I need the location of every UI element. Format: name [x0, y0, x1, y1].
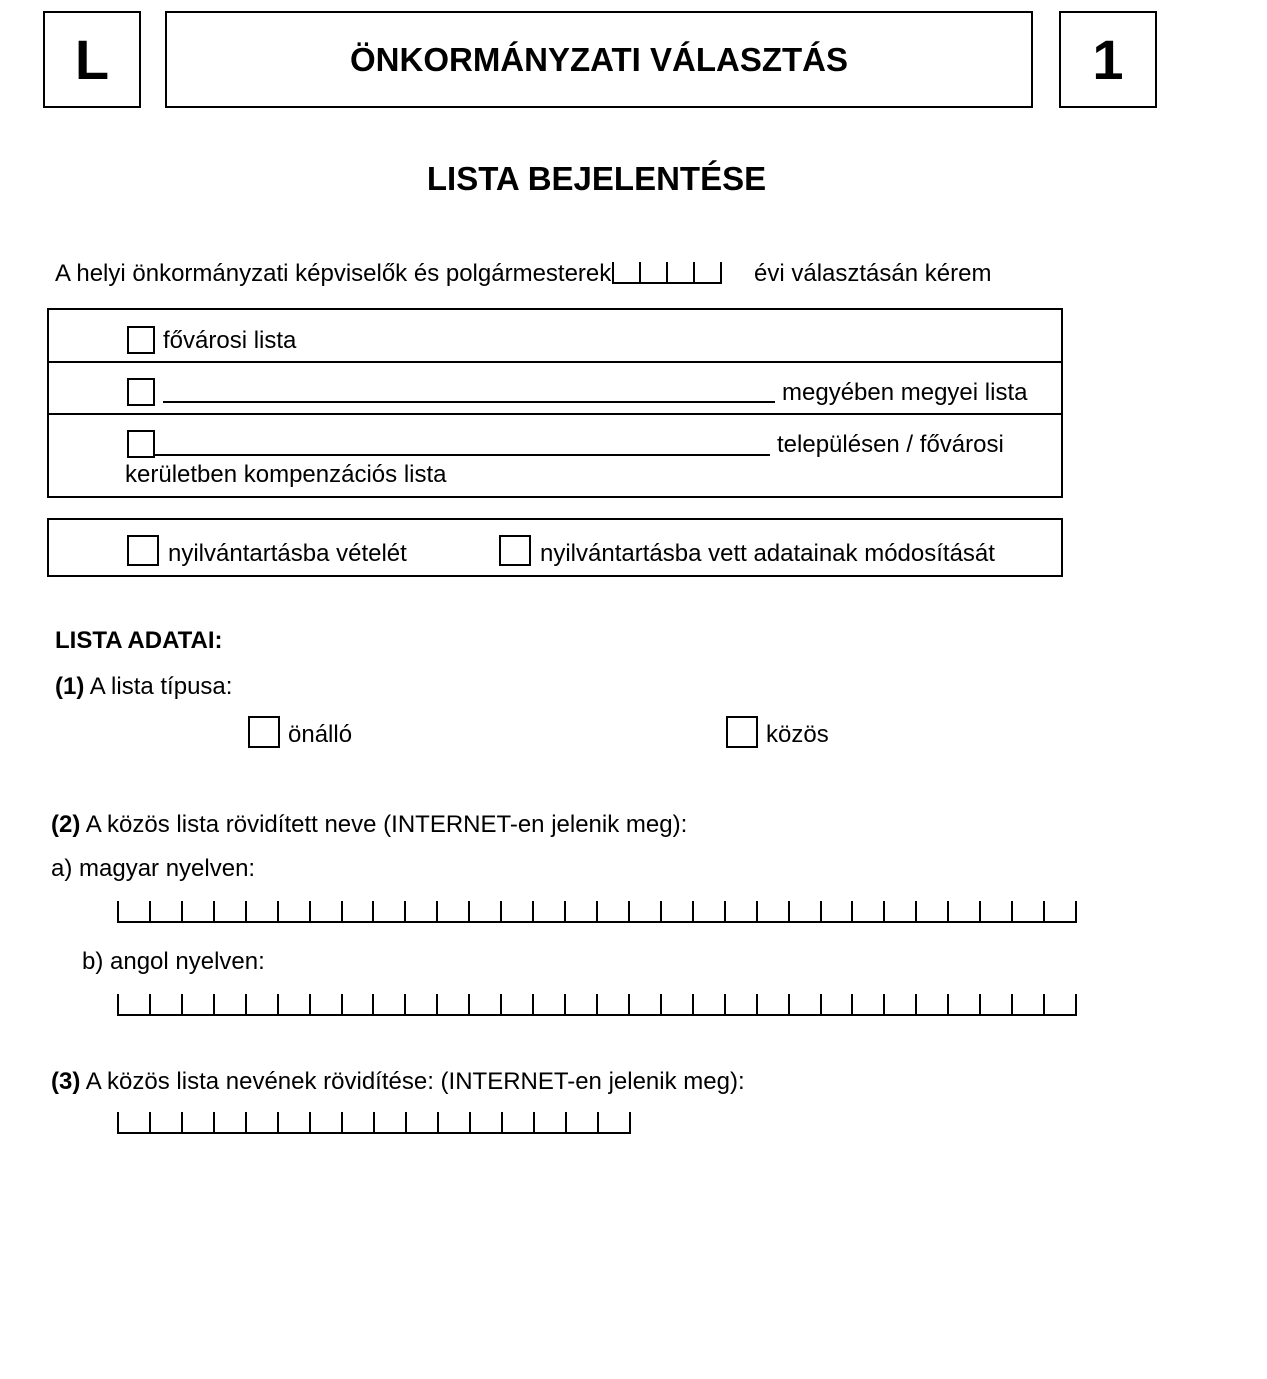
hungarian-name-input[interactable]: [117, 901, 1077, 923]
cell-tick: [883, 901, 885, 921]
cell-tick: [341, 901, 343, 921]
cell-tick: [660, 994, 662, 1014]
cell-tick: [666, 262, 668, 282]
cell-tick: [405, 1112, 407, 1132]
question-2: [51, 811, 687, 839]
cell-tick: [309, 901, 311, 921]
cell-tick: [596, 994, 598, 1014]
cell-tick: [915, 994, 917, 1014]
cell-tick: [788, 901, 790, 921]
cell-tick: [341, 994, 343, 1014]
compensation-label-line1: településen / fővárosi: [777, 431, 1004, 458]
cell-tick: [213, 1112, 215, 1132]
cell-tick: [629, 1112, 631, 1132]
cell-tick: [532, 901, 534, 921]
cell-tick: [309, 1112, 311, 1132]
cell-tick: [693, 262, 695, 282]
cell-tick: [117, 901, 119, 921]
cell-tick: [612, 262, 614, 282]
cell-tick: [181, 1112, 183, 1132]
cell-tick: [628, 994, 630, 1014]
cell-tick: [979, 901, 981, 921]
question-number: (1): [55, 673, 85, 700]
cell-tick: [404, 901, 406, 921]
cell-tick: [501, 1112, 503, 1132]
modification-label: nyilvántartásba vett adatainak módosítását: [540, 540, 995, 567]
cell-tick: [1011, 901, 1013, 921]
cell-tick: [181, 901, 183, 921]
cell-tick: [469, 1112, 471, 1132]
cell-tick: [639, 262, 641, 282]
cell-tick: [468, 994, 470, 1014]
cell-tick: [597, 1112, 599, 1132]
cell-tick: [724, 994, 726, 1014]
english-label: b) angol nyelven:: [82, 948, 265, 975]
abbreviation-input[interactable]: [117, 1112, 631, 1134]
list-data-heading: LISTA ADATAI:: [55, 627, 223, 654]
cell-tick: [372, 901, 374, 921]
cell-tick: [788, 994, 790, 1014]
cell-tick: [245, 901, 247, 921]
cell-tick: [213, 901, 215, 921]
form-code: L: [74, 28, 110, 91]
cell-tick: [851, 901, 853, 921]
capital-list-label: fővárosi lista: [163, 327, 297, 354]
question-number: (2): [51, 811, 81, 838]
cell-tick: [564, 901, 566, 921]
question-3: [51, 1068, 745, 1096]
cell-tick: [436, 901, 438, 921]
joint-list-checkbox[interactable]: [726, 716, 758, 748]
cell-tick: [149, 901, 151, 921]
cell-tick: [565, 1112, 567, 1132]
cell-tick: [532, 994, 534, 1014]
cell-tick: [720, 262, 722, 282]
year-input[interactable]: [612, 262, 722, 284]
page-number: 1: [1092, 28, 1124, 91]
cell-tick: [372, 994, 374, 1014]
compensation-list-checkbox[interactable]: [127, 430, 155, 458]
registration-checkbox[interactable]: [127, 535, 159, 566]
capital-list-checkbox[interactable]: [127, 326, 155, 354]
form-title-box: [165, 11, 1033, 108]
cell-tick: [628, 901, 630, 921]
cell-tick: [277, 994, 279, 1014]
cell-tick: [1011, 994, 1013, 1014]
intro-text: A helyi önkormányzati képviselők és polgármesterek: [55, 260, 612, 287]
page-subtitle: LISTA BEJELENTÉSE: [426, 160, 767, 197]
cell-tick: [181, 994, 183, 1014]
cell-tick: [692, 994, 694, 1014]
intro-text-after: évi választásán kérem: [754, 260, 992, 287]
modification-checkbox[interactable]: [499, 535, 531, 566]
cell-tick: [277, 1112, 279, 1132]
registration-label: nyilvántartásba vételét: [168, 540, 407, 567]
row-divider: [49, 361, 1061, 363]
cell-tick: [1043, 901, 1045, 921]
cell-tick: [947, 901, 949, 921]
independent-list-label: önálló: [288, 721, 353, 748]
cell-tick: [1043, 994, 1045, 1014]
cell-tick: [820, 901, 822, 921]
independent-list-checkbox[interactable]: [248, 716, 280, 748]
question-text: A lista típusa:: [89, 673, 233, 700]
hungarian-label: a) magyar nyelven:: [51, 855, 256, 882]
joint-list-label: közös: [766, 721, 829, 748]
page-number-box: [1059, 11, 1157, 108]
county-list-checkbox[interactable]: [127, 378, 155, 406]
cell-tick: [820, 994, 822, 1014]
english-name-input[interactable]: [117, 994, 1077, 1016]
row-divider: [49, 413, 1061, 415]
cell-tick: [213, 994, 215, 1014]
cell-tick: [564, 994, 566, 1014]
question-text: A közös lista nevének rövidítése: (INTERNET-en jelenik meg):: [85, 1068, 745, 1095]
cell-tick: [436, 994, 438, 1014]
cell-tick: [596, 901, 598, 921]
cell-tick: [468, 901, 470, 921]
compensation-label-line2: kerületben kompenzációs lista: [125, 461, 447, 488]
cell-tick: [756, 994, 758, 1014]
county-list-label: megyében megyei lista: [782, 379, 1028, 406]
form-code-box: [43, 11, 141, 108]
settlement-name-field[interactable]: [155, 454, 770, 456]
cell-tick: [724, 901, 726, 921]
cell-tick: [117, 1112, 119, 1132]
cell-tick: [692, 901, 694, 921]
cell-tick: [883, 994, 885, 1014]
cell-tick: [245, 1112, 247, 1132]
cell-tick: [979, 994, 981, 1014]
cell-tick: [660, 901, 662, 921]
cell-tick: [149, 1112, 151, 1132]
cell-tick: [851, 994, 853, 1014]
cell-tick: [500, 901, 502, 921]
cell-tick: [437, 1112, 439, 1132]
cell-tick: [117, 994, 119, 1014]
cell-tick: [309, 994, 311, 1014]
cell-tick: [341, 1112, 343, 1132]
cell-tick: [947, 994, 949, 1014]
cell-tick: [533, 1112, 535, 1132]
cell-tick: [915, 901, 917, 921]
cell-tick: [404, 994, 406, 1014]
form-title: ÖNKORMÁNYZATI VÁLASZTÁS: [349, 40, 849, 78]
cell-tick: [1075, 901, 1077, 921]
question-text: A közös lista rövidített neve (INTERNET-en jelenik meg):: [85, 811, 688, 838]
cell-tick: [245, 994, 247, 1014]
cell-tick: [756, 901, 758, 921]
county-name-field[interactable]: [163, 401, 775, 403]
cell-tick: [277, 901, 279, 921]
cell-tick: [149, 994, 151, 1014]
cell-tick: [1075, 994, 1077, 1014]
cell-tick: [373, 1112, 375, 1132]
cell-tick: [500, 994, 502, 1014]
question-number: (3): [51, 1068, 81, 1095]
question-1: [55, 673, 232, 701]
